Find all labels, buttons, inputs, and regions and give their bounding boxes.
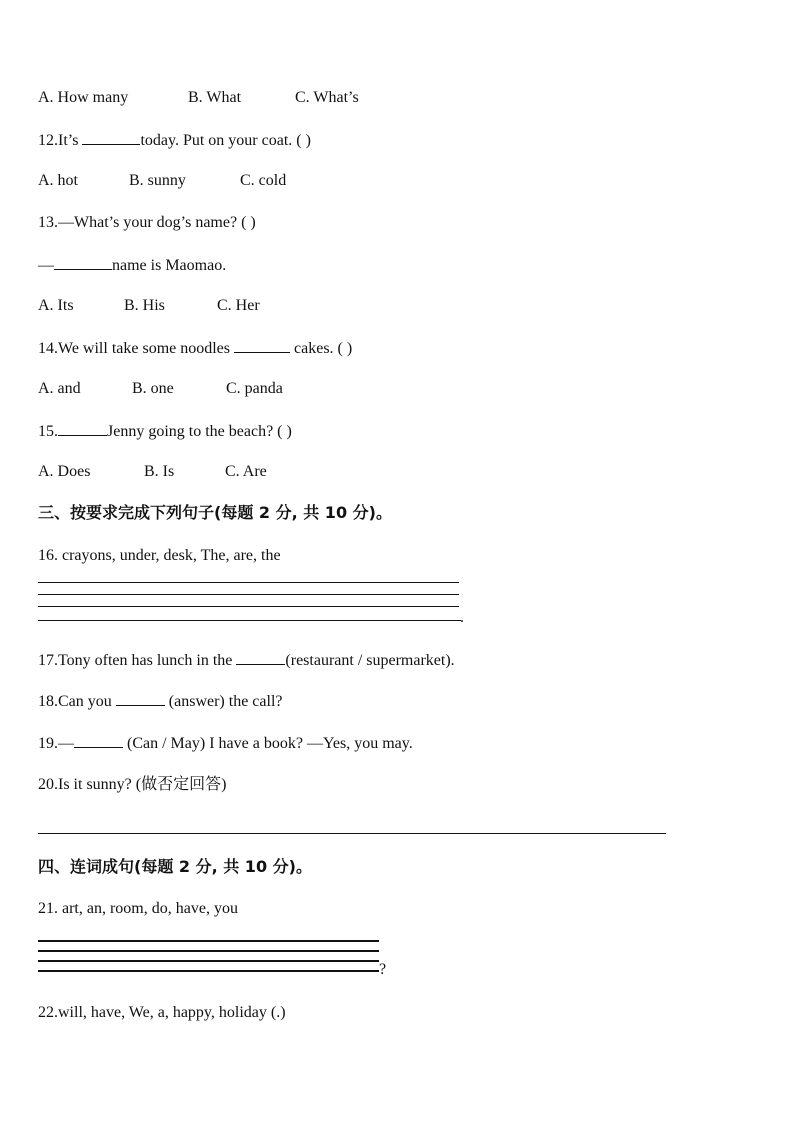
q19-blank[interactable] xyxy=(74,733,123,748)
q12-option-c[interactable]: C. cold xyxy=(240,172,287,189)
q21-answer-rule-1[interactable] xyxy=(38,940,379,942)
q13-option-a[interactable]: A. Its xyxy=(38,297,74,314)
q15-text-post: Jenny going to the beach? ( ) xyxy=(107,423,292,440)
q15-options xyxy=(38,462,267,482)
q13-blank[interactable] xyxy=(54,255,112,270)
q15-question xyxy=(38,421,292,442)
q21-answer-rule-4[interactable] xyxy=(38,970,379,972)
q19-question xyxy=(38,733,413,754)
q15-option-a[interactable]: A. Does xyxy=(38,463,91,480)
q13-option-c[interactable]: C. Her xyxy=(217,297,260,314)
q15-text-pre: 15. xyxy=(38,423,58,440)
q19-text-pre: 19.— xyxy=(38,735,74,752)
q12-options xyxy=(38,171,286,191)
q13-answer-line xyxy=(38,255,226,276)
q21-end-question-mark: ? xyxy=(379,961,387,978)
q18-text-post: (answer) the call? xyxy=(164,693,283,710)
q18-question xyxy=(38,691,283,712)
q11-option-a[interactable]: A. How many xyxy=(38,89,129,106)
q18-blank[interactable] xyxy=(116,691,165,706)
q15-blank[interactable] xyxy=(58,421,107,436)
q13-option-b[interactable]: B. His xyxy=(124,297,165,314)
q14-option-c[interactable]: C. panda xyxy=(226,380,283,397)
q15-option-c[interactable]: C. Are xyxy=(225,463,267,480)
q16-end-period: . xyxy=(460,609,464,626)
q14-option-b[interactable]: B. one xyxy=(132,380,174,397)
q16-answer-rule-1[interactable] xyxy=(38,582,459,583)
q20-question: 20.Is it sunny? (做否定回答) xyxy=(38,776,227,793)
q18-text-pre: 18.Can you xyxy=(38,693,116,710)
q12-text-pre: 12.It’s xyxy=(38,132,83,149)
q13-text-post: name is Maomao. xyxy=(112,257,227,274)
q21-answer-rule-3[interactable] xyxy=(38,960,379,962)
q12-question xyxy=(38,130,311,151)
q14-options xyxy=(38,379,283,399)
q21-question: 21. art, an, room, do, have, you xyxy=(38,900,238,917)
q12-option-a[interactable]: A. hot xyxy=(38,172,78,189)
q15-option-b[interactable]: B. Is xyxy=(144,463,175,480)
q14-question xyxy=(38,338,352,359)
q13-options xyxy=(38,296,260,316)
q14-text-post: cakes. ( ) xyxy=(290,340,353,357)
section3-heading: 三、按要求完成下列句子(每题 2 分, 共 10 分)。 xyxy=(38,503,392,522)
q17-question xyxy=(38,650,455,671)
q22-question: 22.will, have, We, a, happy, holiday (.) xyxy=(38,1004,286,1021)
q17-text-pre: 17.Tony often has lunch in the xyxy=(38,652,237,669)
q12-blank[interactable] xyxy=(82,130,140,145)
q17-text-post: (restaurant / supermarket). xyxy=(285,652,455,669)
q13-dash: — xyxy=(38,257,54,274)
q14-blank[interactable] xyxy=(234,338,290,353)
q14-text-pre: 14.We will take some noodles xyxy=(38,340,235,357)
q17-blank[interactable] xyxy=(236,650,285,665)
q16-answer-rule-4[interactable] xyxy=(38,620,461,621)
q13-question: 13.—What’s your dog’s name? ( ) xyxy=(38,214,256,231)
q11-option-c[interactable]: C. What’s xyxy=(295,89,359,106)
q19-text-post: (Can / May) I have a book? —Yes, you may. xyxy=(123,735,413,752)
q16-answer-rule-3[interactable] xyxy=(38,606,459,607)
q14-option-a[interactable]: A. and xyxy=(38,380,81,397)
q12-text-post: today. Put on your coat. ( ) xyxy=(140,132,311,149)
q11-options xyxy=(38,88,359,108)
q11-option-b[interactable]: B. What xyxy=(188,89,242,106)
q12-option-b[interactable]: B. sunny xyxy=(129,172,186,189)
section4-heading: 四、连词成句(每题 2 分, 共 10 分)。 xyxy=(38,857,312,876)
q20-answer-rule[interactable] xyxy=(38,833,666,834)
q16-question: 16. crayons, under, desk, The, are, the xyxy=(38,547,281,564)
q21-answer-rule-2[interactable] xyxy=(38,950,379,952)
q16-answer-rule-2[interactable] xyxy=(38,594,459,595)
